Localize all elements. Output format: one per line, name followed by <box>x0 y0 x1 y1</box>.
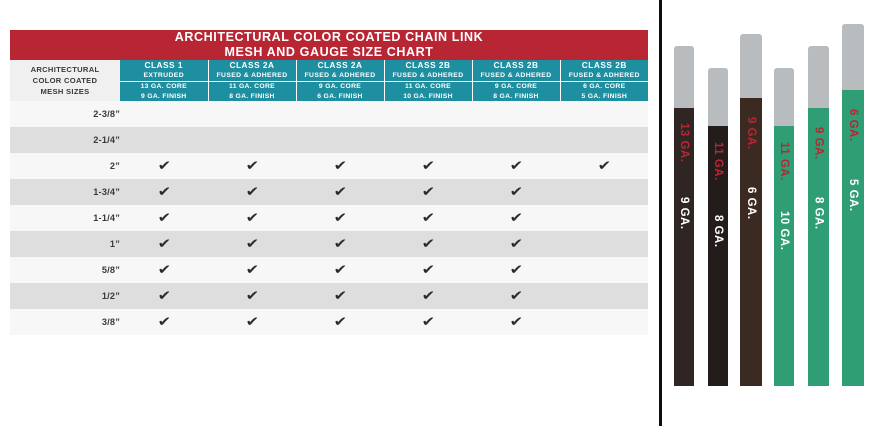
availability-cell-checked <box>120 231 208 257</box>
availability-cell-checked <box>120 153 208 179</box>
check-icon: ✔ <box>509 157 523 174</box>
table-row <box>10 231 648 257</box>
check-icon: ✔ <box>333 157 347 174</box>
availability-cell-empty <box>560 179 648 205</box>
availability-cell-checked <box>296 257 384 283</box>
post-sample <box>674 46 694 386</box>
post-core-gauge-label: 11 GA. <box>778 141 790 181</box>
availability-cell-empty <box>560 127 648 153</box>
availability-cell-checked <box>120 257 208 283</box>
post-samples-group <box>668 0 878 426</box>
mesh-size-label: 1/2” <box>10 283 120 309</box>
availability-cell-checked <box>208 283 296 309</box>
availability-cell-checked <box>208 231 296 257</box>
table-row <box>10 257 648 283</box>
availability-cell-checked <box>120 283 208 309</box>
availability-cell-empty <box>296 127 384 153</box>
post-cap <box>674 46 694 108</box>
finish-gauge-label: 10 GA. FINISH <box>403 92 453 100</box>
availability-cell-checked <box>560 153 648 179</box>
post-core-gauge-label: 9 GA. <box>812 126 825 160</box>
column-gauge-2 <box>208 82 296 102</box>
column-treatment-label: FUSED & ADHERED <box>568 72 640 79</box>
check-icon: ✔ <box>421 287 435 304</box>
availability-cell-checked <box>296 205 384 231</box>
check-icon: ✔ <box>157 157 171 174</box>
post-cap <box>842 24 864 90</box>
availability-cell-empty <box>560 309 648 335</box>
availability-cell-empty <box>560 231 648 257</box>
column-header-class-4 <box>384 60 472 82</box>
check-icon: ✔ <box>245 157 259 174</box>
post-finish-gauge-label: 10 GA. <box>778 211 790 251</box>
availability-cell-checked <box>296 231 384 257</box>
availability-cell-empty <box>120 127 208 153</box>
check-icon: ✔ <box>245 183 259 200</box>
table-title-line1: ARCHITECTURAL COLOR COATED CHAIN LINK <box>174 30 484 44</box>
post-finish-gauge-label: 9 GA. <box>678 196 690 230</box>
check-icon: ✔ <box>157 183 171 200</box>
core-gauge-label: 11 GA. CORE <box>405 83 451 90</box>
check-icon: ✔ <box>421 209 435 226</box>
availability-cell-checked <box>384 309 472 335</box>
mesh-size-label: 2” <box>10 153 120 179</box>
availability-cell-empty <box>560 257 648 283</box>
check-icon: ✔ <box>509 287 523 304</box>
mesh-gauge-table <box>10 30 648 335</box>
check-icon: ✔ <box>333 313 347 330</box>
post-core-gauge-label: 9 GA. <box>745 116 757 150</box>
post-sample <box>740 34 762 386</box>
column-treatment-label: FUSED & ADHERED <box>392 72 464 79</box>
post-finish-gauge-label: 6 GA. <box>745 186 757 220</box>
check-icon: ✔ <box>421 261 435 278</box>
availability-cell-checked <box>384 153 472 179</box>
core-gauge-label: 6 GA. CORE <box>583 83 626 90</box>
availability-cell-checked <box>208 153 296 179</box>
column-gauge-4 <box>384 82 472 102</box>
table-body <box>10 101 648 335</box>
table-header-class-row <box>10 60 648 82</box>
finish-gauge-label: 9 GA. FINISH <box>140 92 187 100</box>
core-gauge-label: 9 GA. CORE <box>318 83 362 90</box>
availability-cell-checked <box>296 179 384 205</box>
check-icon: ✔ <box>157 209 171 226</box>
check-icon: ✔ <box>157 287 171 304</box>
availability-cell-empty <box>120 101 208 127</box>
mesh-size-label: 3/8” <box>10 309 120 335</box>
check-icon: ✔ <box>157 235 171 252</box>
availability-cell-checked <box>384 205 472 231</box>
column-class-label: CLASS 2B <box>405 60 451 70</box>
post-cap <box>740 34 762 98</box>
post-cap <box>808 46 829 108</box>
post-finish-gauge-label: 5 GA. <box>847 178 859 212</box>
availability-cell-empty <box>472 127 560 153</box>
check-icon: ✔ <box>509 261 523 278</box>
availability-cell-checked <box>472 257 560 283</box>
post-sample <box>774 68 794 386</box>
check-icon: ✔ <box>333 287 347 304</box>
column-header-class-1 <box>120 60 208 82</box>
mesh-size-label: 2-1/4” <box>10 127 120 153</box>
availability-cell-checked <box>472 179 560 205</box>
availability-cell-checked <box>384 283 472 309</box>
post-sample <box>708 68 728 386</box>
mesh-size-label: 1-3/4” <box>10 179 120 205</box>
column-gauge-3 <box>296 82 384 102</box>
check-icon: ✔ <box>245 261 259 278</box>
column-gauge-1 <box>120 82 208 102</box>
availability-cell-checked <box>120 309 208 335</box>
check-icon: ✔ <box>597 157 611 174</box>
column-gauge-6 <box>560 82 648 102</box>
table-row <box>10 309 648 335</box>
availability-cell-empty <box>560 283 648 309</box>
mesh-size-label: 5/8” <box>10 257 120 283</box>
availability-cell-empty <box>384 127 472 153</box>
check-icon: ✔ <box>509 313 523 330</box>
availability-cell-checked <box>384 179 472 205</box>
availability-cell-empty <box>296 101 384 127</box>
table-row <box>10 101 648 127</box>
availability-cell-empty <box>560 205 648 231</box>
core-gauge-label: 9 GA. CORE <box>494 83 538 90</box>
availability-cell-empty <box>472 101 560 127</box>
check-icon: ✔ <box>421 183 435 200</box>
column-class-label: CLASS 2B <box>493 60 539 70</box>
core-gauge-label: 13 GA. CORE <box>140 83 187 90</box>
check-icon: ✔ <box>421 235 435 252</box>
finish-gauge-label: 8 GA. FINISH <box>493 92 539 100</box>
column-class-label: CLASS 1 <box>144 60 184 70</box>
table-title-cell <box>10 30 648 60</box>
finish-gauge-label: 8 GA. FINISH <box>229 92 275 100</box>
availability-cell-checked <box>472 309 560 335</box>
availability-cell-checked <box>296 153 384 179</box>
column-header-class-5 <box>472 60 560 82</box>
mesh-size-label: 2-3/8” <box>10 101 120 127</box>
check-icon: ✔ <box>509 209 523 226</box>
availability-cell-checked <box>120 179 208 205</box>
check-icon: ✔ <box>157 313 171 330</box>
column-class-label: CLASS 2A <box>229 60 275 70</box>
check-icon: ✔ <box>333 209 347 226</box>
row-header-line-2: COLOR COATED <box>32 76 98 85</box>
post-finish-gauge-label: 8 GA. <box>712 214 724 248</box>
availability-cell-checked <box>472 231 560 257</box>
post-sample <box>808 46 829 386</box>
table-title-line2: MESH AND GAUGE SIZE CHART <box>224 45 434 59</box>
column-header-class-6 <box>560 60 648 82</box>
table-title-row <box>10 30 648 60</box>
availability-cell-checked <box>384 231 472 257</box>
post-core-gauge-label: 13 GA. <box>678 123 690 163</box>
mesh-size-label: 1” <box>10 231 120 257</box>
post-core-gauge-label: 6 GA. <box>847 108 859 142</box>
availability-cell-empty <box>560 101 648 127</box>
post-sample <box>842 24 864 386</box>
check-icon: ✔ <box>509 183 523 200</box>
availability-cell-checked <box>208 205 296 231</box>
post-core-gauge-label: 11 GA. <box>712 141 724 181</box>
availability-cell-checked <box>120 205 208 231</box>
availability-cell-checked <box>472 153 560 179</box>
availability-cell-checked <box>296 309 384 335</box>
finish-gauge-label: 5 GA. FINISH <box>581 92 628 100</box>
check-icon: ✔ <box>157 261 171 278</box>
check-icon: ✔ <box>509 235 523 252</box>
post-cap <box>774 68 794 126</box>
column-gauge-5 <box>472 82 560 102</box>
post-cap <box>708 68 728 126</box>
check-icon: ✔ <box>245 235 259 252</box>
column-treatment-label: FUSED & ADHERED <box>480 72 552 79</box>
column-class-label: CLASS 2B <box>581 60 627 70</box>
availability-cell-checked <box>208 257 296 283</box>
row-header-mesh-sizes <box>10 60 120 101</box>
column-class-label: CLASS 2A <box>317 60 363 70</box>
check-icon: ✔ <box>245 209 259 226</box>
availability-cell-checked <box>208 309 296 335</box>
table-row <box>10 283 648 309</box>
availability-cell-checked <box>384 257 472 283</box>
check-icon: ✔ <box>421 313 435 330</box>
availability-cell-checked <box>208 179 296 205</box>
table-row <box>10 127 648 153</box>
post-finish-gauge-label: 8 GA. <box>812 196 825 230</box>
mesh-size-label: 1-1/4” <box>10 205 120 231</box>
core-gauge-label: 11 GA. CORE <box>229 83 275 90</box>
check-icon: ✔ <box>333 235 347 252</box>
row-header-line-3: MESH SIZES <box>40 87 90 96</box>
check-icon: ✔ <box>333 183 347 200</box>
finish-gauge-label: 6 GA. FINISH <box>317 92 363 100</box>
column-treatment-label: FUSED & ADHERED <box>216 72 288 79</box>
availability-cell-empty <box>208 127 296 153</box>
check-icon: ✔ <box>333 261 347 278</box>
check-icon: ✔ <box>245 287 259 304</box>
table-row <box>10 153 648 179</box>
check-icon: ✔ <box>245 313 259 330</box>
column-treatment-label: FUSED & ADHERED <box>304 72 376 79</box>
availability-cell-empty <box>208 101 296 127</box>
column-header-class-3 <box>296 60 384 82</box>
availability-cell-empty <box>384 101 472 127</box>
availability-cell-checked <box>296 283 384 309</box>
availability-cell-checked <box>472 283 560 309</box>
column-header-class-2 <box>208 60 296 82</box>
check-icon: ✔ <box>421 157 435 174</box>
row-header-line-1: ARCHITECTURAL <box>30 65 100 74</box>
table-row <box>10 205 648 231</box>
column-treatment-label: EXTRUDED <box>143 72 185 79</box>
mesh-gauge-table-container <box>10 30 648 335</box>
table-row <box>10 179 648 205</box>
availability-cell-checked <box>472 205 560 231</box>
